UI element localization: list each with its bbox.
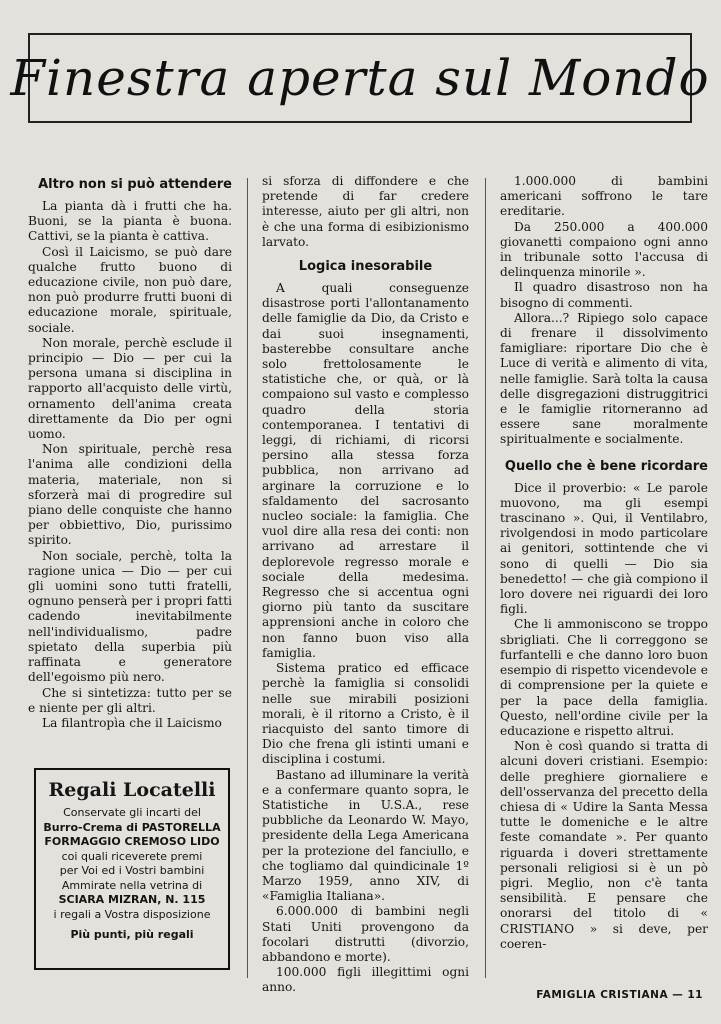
ad-line: Conservate gli incarti del: [63, 806, 201, 819]
ad-line: coi quali riceverete premi: [61, 849, 203, 863]
ad-line: Ammirate nella vetrina di: [61, 878, 203, 892]
page-footer: FAMIGLIA CRISTIANA — 11: [536, 989, 703, 1001]
section-heading: Altro non si può attendere: [38, 177, 232, 192]
ad-line: SCIARA MIZRAN, N. 115: [58, 893, 206, 906]
ad-line: FORMAGGIO CREMOSO LIDO: [44, 835, 220, 848]
paragraph: 6.000.000 di bambini negli Stati Uniti provengono da focolari distrutti (divorzio, abbandono e morte).: [262, 904, 469, 964]
ad-slogan: Più punti, più regali: [70, 928, 194, 941]
paragraph: Dice il proverbio: « Le parole muovono, ma gli esempi trascinano ». Qui, il Ventilabro, rivolgendosi in modo particolare ai genitori, sottintende che vi sono di quelli — Dio sia benedetto! — che già compiono il loro dovere nei riguardi dei loro figli.: [500, 480, 708, 617]
ad-line: per Voi ed i Vostri bambini: [59, 864, 205, 877]
paragraph: Che si sintetizza: tutto per se e niente per gli altri.: [28, 685, 232, 715]
paragraph: Non è così quando si tratta di alcuni doveri cristiani. Esempio: delle preghiere giornaliere e dell'osservanza del precetto della chiesa di « Udire la Santa Messa tutte le domeniche e le altre feste comandate ». Per quanto riguarda i doveri strettamente personali religiosi si è un pò pigri. Meglio, non c'è tanta sensibilità. E pensare che onorarsi del titolo di « CRISTIANO » si deve, per coeren-: [500, 739, 708, 951]
column-3: [500, 174, 708, 952]
column-divider: [485, 178, 486, 978]
ad-brand: Regali Locatelli: [48, 779, 216, 801]
paragraph: Non sociale, perchè, tolta la ragione unica — Dio — per cui gli uomini sono tutti fratelli, ognuno penserà per i propri fatti cadendo inevitabilmente nell'individualismo, padre spietato della superbia più raffinata e generatore dell'egoismo più nero.: [28, 548, 232, 685]
paragraph: La filantropìa che il Laicismo: [42, 715, 222, 730]
paragraph: Così il Laicismo, se può dare qualche frutto buono di educazione civile, non può dare, non può produrre frutti buoni di educazione morale, spirituale, sociale.: [28, 244, 232, 335]
paragraph: 100.000 figli illegittimi ogni anno.: [262, 965, 469, 995]
paragraph: La pianta dà i frutti che ha. Buoni, se la pianta è buona. Cattivi, se la pianta è cattiva.: [28, 199, 232, 244]
paragraph: Il quadro disastroso non ha bisogno di commenti.: [500, 280, 708, 310]
paragraph: Non spirituale, perchè resa l'anima alle condizioni della materia, materiale, non si sforzerà mai di progredire sul piano delle conquiste che hanno per obbiettivo, Dio, purissimo spirito.: [28, 442, 232, 548]
advertisement-box: [34, 768, 230, 970]
ad-line: Burro-Crema di PASTORELLA: [43, 820, 221, 834]
paragraph: A quali conseguenze disastrose porti l'allontanamento delle famiglie da Dio, da Cristo e dai suoi insegnamenti, basterebbe consultare anche solo frettolosamente le statistiche che, or quà, or là compaiono sul vasto e complesso quadro della storia contemporanea. I tentativi di leggi, di richiami, di ricorsi persino alla stessa forza pubblica, non arrivano ad arginare la corruzione e lo sfaldamento del sacrosanto nucleo sociale: la famiglia. Che vuol dire alla resa dei conti: non arrivano ad arrestare il deplorevole regresso morale e sociale della medesima. Regresso che si accentua ogni giorno più tanto da suscitare apprensioni anche in coloro che non fanno buon viso alla famiglia.: [262, 281, 469, 660]
paragraph: Che li ammoniscono se troppo sbrigliati. Che li correggono se furfantelli e che danno loro buon esempio di rispetto vicendevole e di comprensione per la quiete e per la pace della famiglia. Questo, nell'ordine civile per la educazione e rispetto altrui.: [500, 617, 708, 738]
paragraph: Non morale, perchè esclude il principio — Dio — per cui la persona umana si disciplina in rapporto all'acquisto delle virtù, ornamento dell'anima creata direttamente da Dio per ogni uomo.: [28, 335, 232, 442]
paragraph: Da 250.000 a 400.000 giovanetti compaiono ogni anno in tribunale sotto l'accusa di delinquenza minorile ».: [500, 219, 708, 280]
paragraph: si sforza di diffondere e che pretende di far credere interesse, aiuto per gli altri, non è che una forma di esibizionismo larvato.: [262, 174, 469, 249]
column-2: [262, 174, 469, 996]
title-box: [10, 33, 710, 123]
paragraph: Bastano ad illuminare la verità e a confermare quanto sopra, le Statistiche in U.S.A., rese pubbliche da Leonardo W. Mayo, presidente della Lega Americana per la protezione del fanciullo, e che togliamo dal quindicinale 1º Marzo 1959, anno XIV, di «Famiglia Italiana».: [262, 767, 469, 904]
page-title: Finestra aperta sul Mondo: [10, 49, 710, 107]
column-divider: [247, 178, 248, 978]
section-heading: Quello che è bene ricordare: [504, 458, 708, 474]
ad-line: i regali a Vostra disposizione: [53, 907, 211, 921]
paragraph: 1.000.000 di bambini americani soffrono le tare ereditarie.: [500, 174, 708, 219]
paragraph: Sistema pratico ed efficace perchè la famiglia si consolidi nelle sue mirabili posizioni morali, è il ritorno a Cristo, è il riacquisto del santo timore di Dio che frena gli istinti umani e disciplina i costumi.: [262, 661, 469, 767]
paragraph: Allora...? Ripiego solo capace di frenare il dissolvimento famigliare: riportare Dio che è Luce di verità e alimento di vita, nelle famiglie. Sarà tolta la causa delle disgregazioni distruggitrici e le famiglie ritorneranno ad essere sane moralmente spiritualmente e socialmente.: [500, 310, 708, 447]
column-1: [28, 174, 232, 731]
section-heading: Logica inesorabile: [298, 259, 433, 275]
